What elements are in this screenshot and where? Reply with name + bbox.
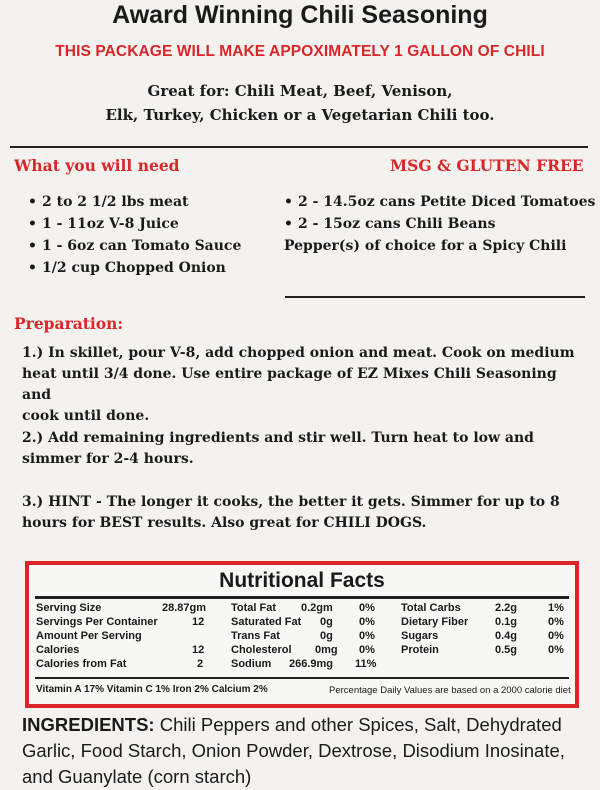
- nutrient-dv: 0%: [548, 630, 564, 642]
- right-ingredient-list: [284, 191, 595, 257]
- nutrient-amount: 2.2g: [495, 602, 518, 614]
- nutrient-label: Saturated Fat: [231, 616, 302, 628]
- nutrient-dv: 0%: [548, 616, 564, 628]
- great-for-line-2: Elk, Turkey, Chicken or a Vegetarian Chili too.: [105, 106, 495, 124]
- nutrient-dv: 0%: [359, 602, 375, 614]
- amount-per-serving: Amount Per Serving: [36, 630, 142, 642]
- calories-label: Calories: [36, 644, 80, 656]
- nutrient-label: Trans Fat: [231, 630, 280, 642]
- nutrient-dv: 1%: [548, 602, 564, 614]
- vitamins-line: Vitamin A 17% Vitamin C 1% Iron 2% Calcium 2%: [36, 684, 268, 695]
- yield-subtitle: THIS PACKAGE WILL MAKE APPOXIMATELY 1 GALLON OF CHILI: [55, 43, 545, 60]
- servings-value: 12: [192, 616, 205, 628]
- preparation-step-3: 3.) HINT - The longer it cooks, the better it gets. Simmer for up to 8 hours for BEST results. Also great for CHILI DOGS.: [22, 494, 560, 531]
- servings-label: Servings Per Container: [36, 616, 158, 628]
- nutrient-dv: 0%: [359, 630, 375, 642]
- calories-value: 12: [192, 644, 205, 656]
- nutrient-label: Sodium: [231, 658, 272, 670]
- left-ingredient-list: [28, 191, 241, 279]
- nutrient-amount: 0.1g: [495, 616, 518, 628]
- preparation-heading: Preparation:: [14, 314, 124, 333]
- list-item: • 1 - 6oz can Tomato Sauce: [28, 238, 242, 254]
- nutrient-label: Protein: [401, 644, 439, 656]
- calories-fat-value: 2: [197, 658, 204, 670]
- nutrient-amount: 0.2gm: [301, 602, 333, 614]
- list-item: • 2 - 14.5oz cans Petite Diced Tomatoes: [284, 194, 596, 210]
- nutrient-dv: 0%: [359, 616, 375, 628]
- nutrient-label: Sugars: [401, 630, 439, 642]
- page-title: Award Winning Chili Seasoning: [112, 1, 488, 29]
- list-item: • 1/2 cup Chopped Onion: [28, 260, 226, 276]
- ingredients-text: Chili Peppers and other Spices, Salt, Dehydrated: [154, 714, 562, 735]
- nutrient-amount: 0.4g: [495, 630, 518, 642]
- divider: [10, 146, 588, 148]
- nutrient-amount: 266.9mg: [289, 658, 334, 670]
- serving-size-label: Serving Size: [36, 602, 102, 614]
- list-item: • 1 - 11oz V-8 Juice: [28, 216, 179, 232]
- nutrient-dv: 0%: [359, 644, 375, 656]
- list-item: • 2 - 15oz cans Chili Beans: [284, 216, 496, 232]
- daily-values-note: Percentage Daily Values are based on a 2000 calorie diet: [329, 685, 571, 696]
- nutrient-dv: 11%: [355, 658, 377, 670]
- preparation-step-2: 2.) Add remaining ingredients and stir well. Turn heat to low and simmer for 2-4 hours.: [22, 430, 534, 467]
- nutrient-amount: 0mg: [315, 644, 338, 656]
- nutrient-label: Cholesterol: [231, 644, 292, 656]
- serving-size-value: 28.87gm: [162, 602, 207, 614]
- nutrition-title: Nutritional Facts: [219, 569, 385, 592]
- nutrient-amount: 0g: [320, 616, 333, 628]
- nutrient-amount: 0.5g: [495, 644, 518, 656]
- nutrient-label: Total Fat: [231, 602, 277, 614]
- needs-heading: What you will need: [14, 156, 180, 175]
- nutrient-amount: 0g: [320, 630, 333, 642]
- ingredients-text: Garlic, Food Starch, Onion Powder, Dextrose, Disodium Inosinate,: [22, 740, 565, 761]
- divider: [285, 296, 585, 298]
- nutrient-label: Total Carbs: [401, 602, 461, 614]
- msg-gluten-free-badge: MSG & GLUTEN FREE: [390, 156, 584, 175]
- calories-fat-label: Calories from Fat: [36, 658, 127, 670]
- ingredients-label: INGREDIENTS:: [22, 714, 155, 735]
- nutrition-rule: [35, 677, 569, 679]
- nutrient-label: Dietary Fiber: [401, 616, 469, 628]
- ingredients-block: [22, 712, 592, 790]
- preparation-step-1: 1.) In skillet, pour V-8, add chopped onion and meat. Cook on medium heat until 3/4 done. Use entire package of EZ Mixes Chili Seasoning and cook until done.: [22, 345, 575, 424]
- list-item: • 2 to 2 1/2 lbs meat: [28, 194, 189, 210]
- pepper-note: Pepper(s) of choice for a Spicy Chili: [284, 238, 567, 254]
- ingredients-text: and Guanylate (corn starch): [22, 766, 252, 787]
- nutrition-rule: [35, 596, 569, 599]
- nutrient-dv: 0%: [548, 644, 564, 656]
- nutrition-facts-box: [25, 561, 579, 708]
- great-for-line-1: Great for: Chili Meat, Beef, Venison,: [147, 82, 453, 100]
